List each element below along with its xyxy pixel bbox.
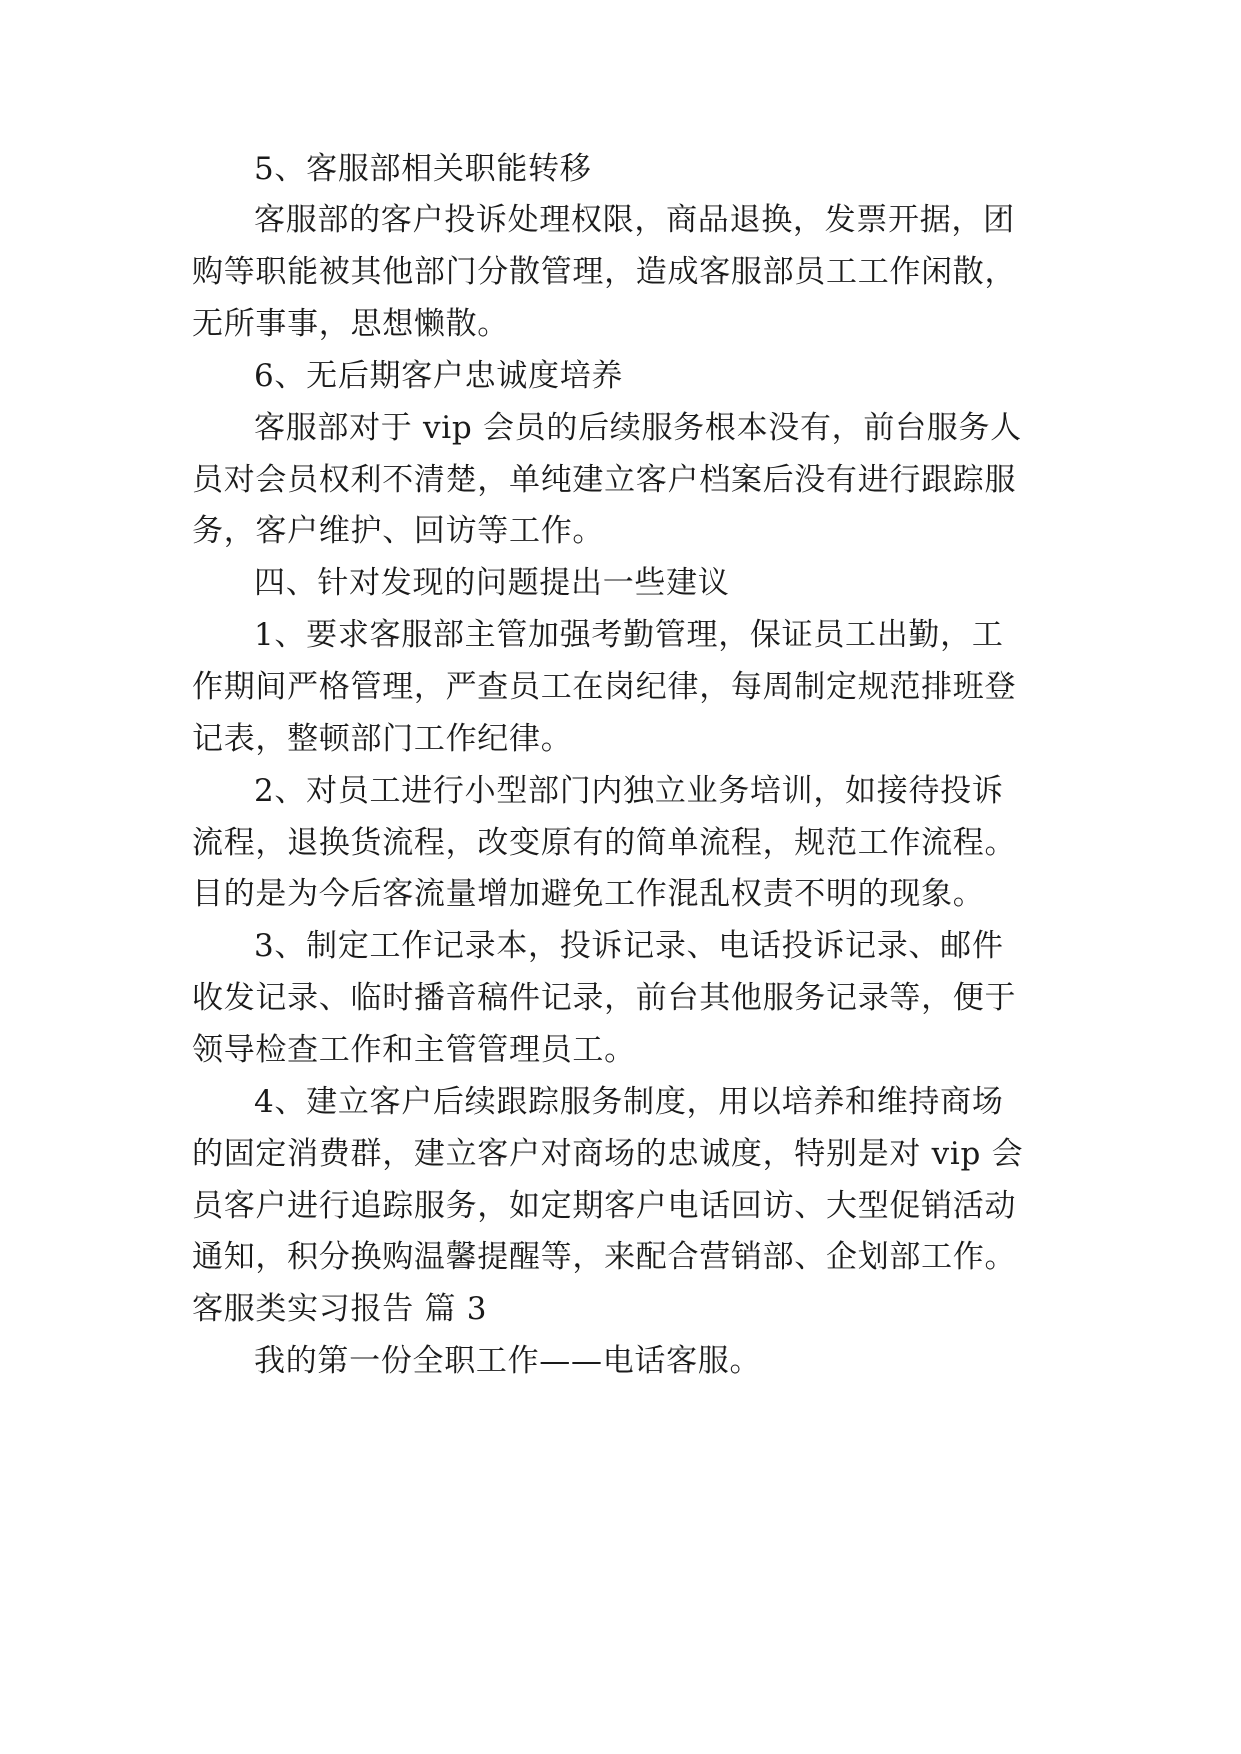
paragraph-line: 记表，整顿部门工作纪律。 <box>192 721 573 757</box>
paragraph-line: 目的是为今后客流量增加避免工作混乱权责不明的现象。 <box>192 876 985 912</box>
paragraph-line: 务，客户维护、回访等工作。 <box>192 513 605 549</box>
paragraph-line: 4、建立客户后续跟踪服务制度，用以培养和维持商场 <box>254 1084 1004 1120</box>
section-heading-5: 5、客服部相关职能转移 <box>254 151 592 187</box>
paragraph-line: 通知，积分换购温馨提醒等，来配合营销部、企划部工作。 <box>192 1239 1017 1275</box>
paragraph-line: 客服部的客户投诉处理权限，商品退换，发票开据，团 <box>254 202 1015 238</box>
section-heading-6: 6、无后期客户忠诚度培养 <box>254 358 624 394</box>
paragraph-line: 领导检查工作和主管管理员工。 <box>192 1032 636 1068</box>
paragraph-line: 员对会员权利不清楚，单纯建立客户档案后没有进行跟踪服 <box>192 462 1017 498</box>
paragraph-line: 3、制定工作记录本，投诉记录、电话投诉记录、邮件 <box>254 928 1004 964</box>
paragraph-line: 作期间严格管理，严查员工在岗纪律，每周制定规范排班登 <box>192 669 1017 705</box>
paragraph-line: 无所事事，思想懒散。 <box>192 306 509 342</box>
paragraph-line: 我的第一份全职工作——电话客服。 <box>254 1343 762 1379</box>
article-title: 客服类实习报告 篇 3 <box>192 1291 488 1327</box>
paragraph-line: 的固定消费群，建立客户对商场的忠诚度，特别是对 vip 会 <box>192 1136 1024 1172</box>
paragraph-line: 客服部对于 vip 会员的后续服务根本没有，前台服务人 <box>254 410 1022 446</box>
paragraph-line: 2、对员工进行小型部门内独立业务培训，如接待投诉 <box>254 773 1004 809</box>
paragraph-line: 购等职能被其他部门分散管理，造成客服部员工工作闲散， <box>192 254 1017 290</box>
paragraph-line: 流程，退换货流程，改变原有的简单流程，规范工作流程。 <box>192 825 1017 861</box>
paragraph-line: 1、要求客服部主管加强考勤管理，保证员工出勤，工 <box>254 617 1004 653</box>
paragraph-line: 员客户进行追踪服务，如定期客户电话回访、大型促销活动 <box>192 1188 1017 1224</box>
section-heading-4: 四、针对发现的问题提出一些建议 <box>254 565 730 601</box>
paragraph-line: 收发记录、临时播音稿件记录，前台其他服务记录等，便于 <box>192 980 1017 1016</box>
